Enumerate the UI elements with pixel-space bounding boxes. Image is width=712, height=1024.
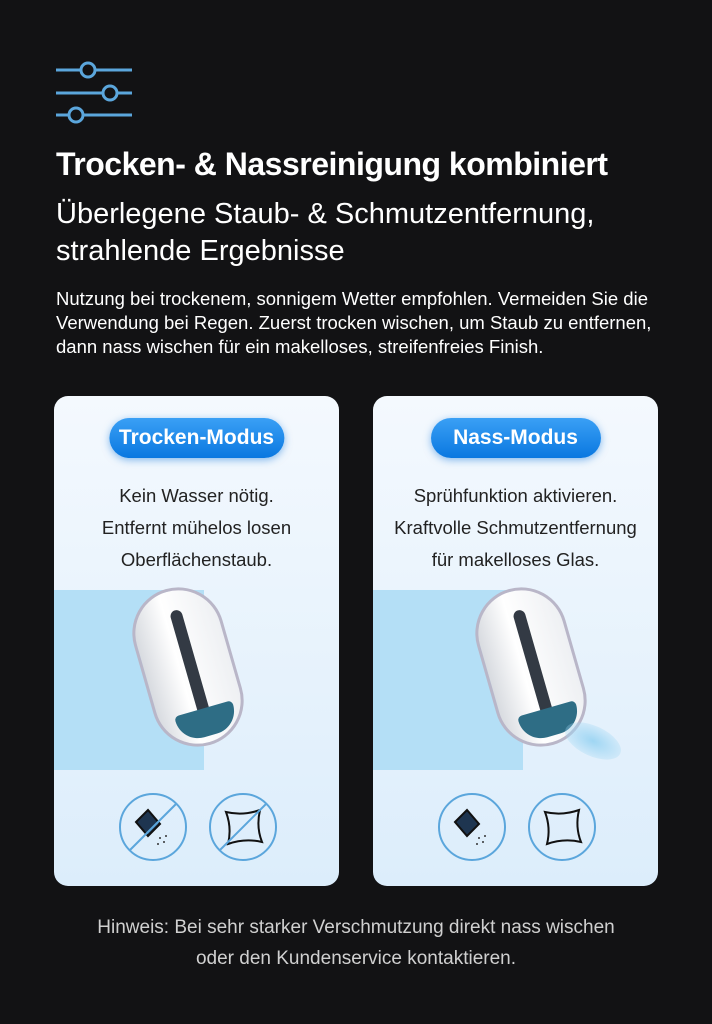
- desc-line: Entfernt mühelos losen: [101, 517, 292, 538]
- desc-line: Kraftvolle Schmutzentfernung: [394, 517, 637, 538]
- footer-note: [0, 912, 712, 974]
- page-subtitle: Überlegene Staub- & Schmutzentfernung, strahlende Ergebnisse: [56, 198, 595, 267]
- desc-line: Kein Wasser nötig.: [119, 485, 274, 506]
- desc-line: Oberflächenstaub.: [120, 549, 273, 570]
- intro-text: Nutzung bei trockenem, sonnigem Wetter empfohlen. Vermeiden Sie die Verwendung bei Regen. Zuerst trocken wischen, um Staub zu entfernen, dann nass wischen für ein makelloses, streifenfreies Finish.: [56, 288, 652, 357]
- desc-line: Sprühfunktion aktivieren.: [413, 485, 618, 506]
- wet-mode-card: [373, 396, 658, 886]
- footer-line: Hinweis: Bei sehr starker Verschmutzung direkt nass wischen: [97, 917, 615, 938]
- wet-mode-description: [373, 480, 658, 576]
- page-title: Trocken- & Nassreinigung kombiniert: [56, 146, 608, 182]
- no-cloth-icon: [208, 792, 278, 862]
- footer-line: oder den Kundenservice kontaktieren.: [195, 948, 517, 969]
- dry-mode-badge: Trocken-Modus: [109, 418, 284, 458]
- no-spray-icon: [118, 792, 188, 862]
- desc-line: für makelloses Glas.: [431, 549, 600, 570]
- spray-icon: [437, 792, 507, 862]
- dry-mode-description: [54, 480, 339, 576]
- cloth-icon: [527, 792, 597, 862]
- sliders-icon: [54, 58, 134, 128]
- dry-mode-card: [54, 396, 339, 886]
- wet-mode-badge: Nass-Modus: [431, 418, 601, 458]
